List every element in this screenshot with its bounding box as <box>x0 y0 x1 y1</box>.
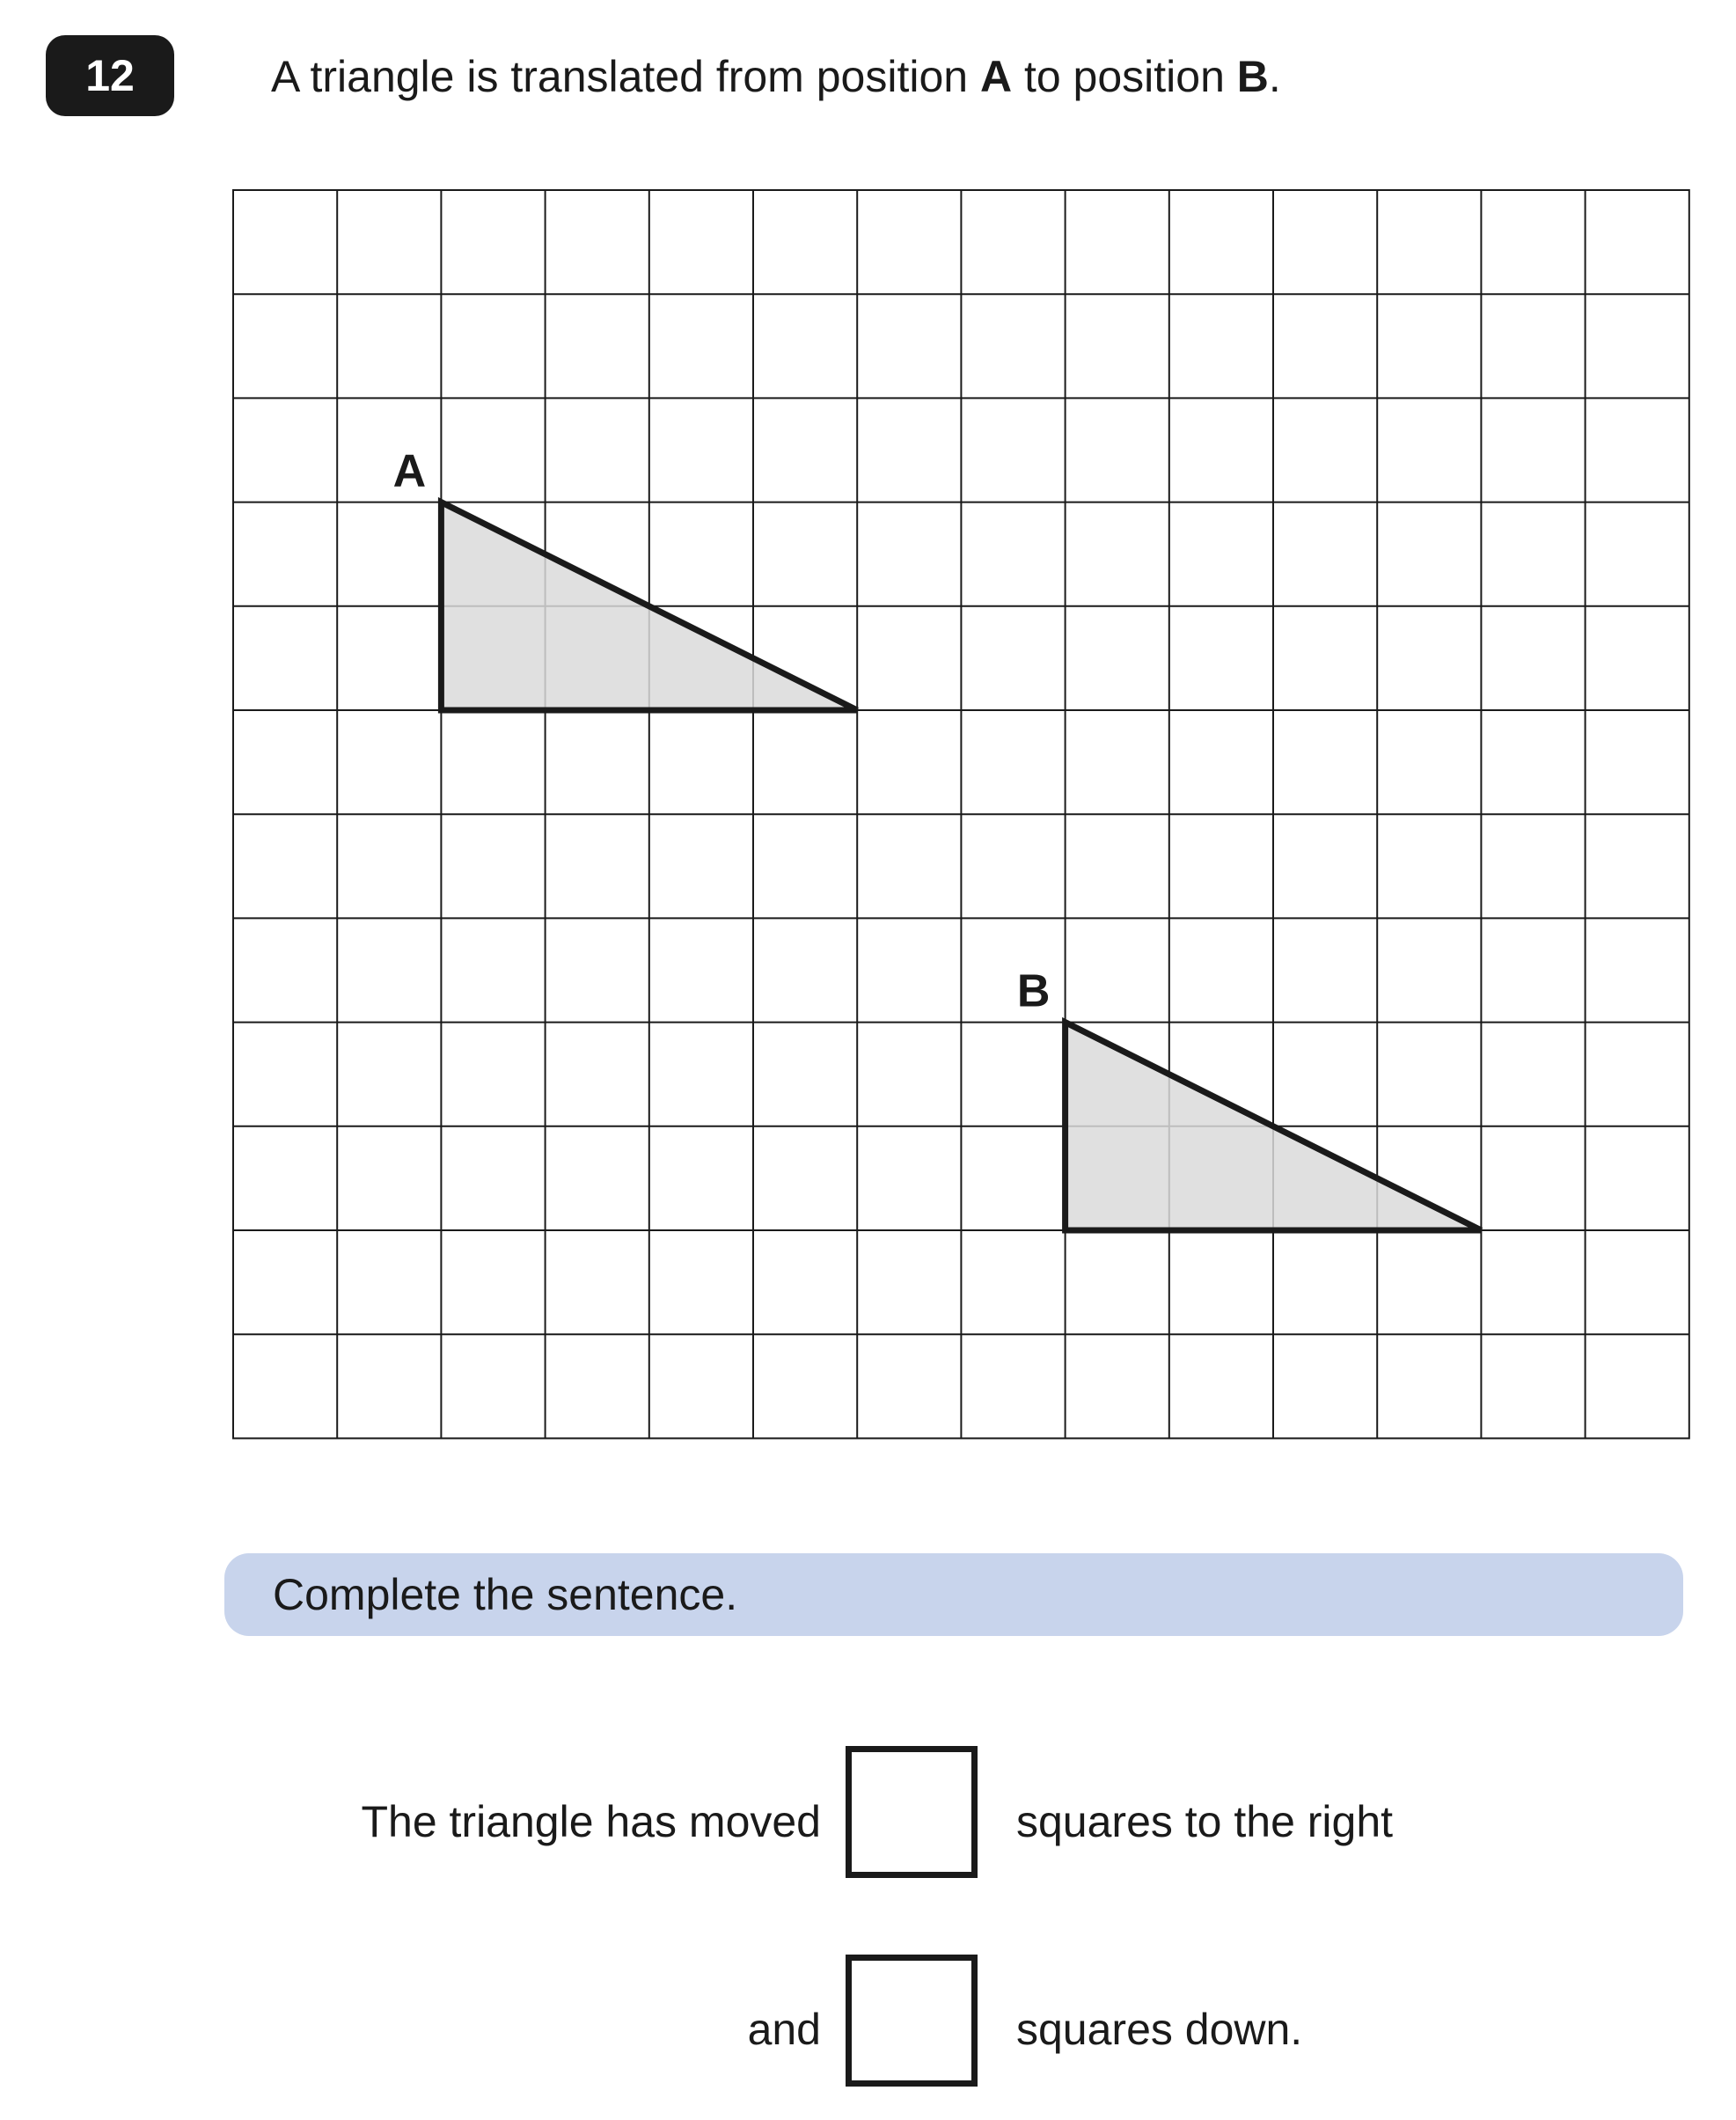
answer-box-down[interactable] <box>846 1955 978 2087</box>
sentence-line2-start: and <box>747 2005 821 2054</box>
question-label-b: B <box>1236 52 1269 101</box>
sentence-line1-end: squares to the right <box>1016 1797 1394 1846</box>
sentence-line2-end: squares down. <box>1016 2005 1303 2054</box>
question-number: 12 <box>85 51 135 100</box>
instruction-bar <box>224 1553 1683 1636</box>
question-text-part-2: to position <box>1012 52 1237 101</box>
instruction-text: Complete the sentence. <box>273 1570 738 1619</box>
triangle-label-a: A <box>392 445 427 497</box>
question-text-part-3: . <box>1268 52 1281 101</box>
question-label-a: A <box>979 52 1013 101</box>
question-text-part-1: A triangle is translated from position <box>271 52 980 101</box>
sentence-line1-start: The triangle has moved <box>361 1797 821 1846</box>
answer-box-right[interactable] <box>846 1746 978 1878</box>
triangle-label-b: B <box>1016 965 1051 1017</box>
